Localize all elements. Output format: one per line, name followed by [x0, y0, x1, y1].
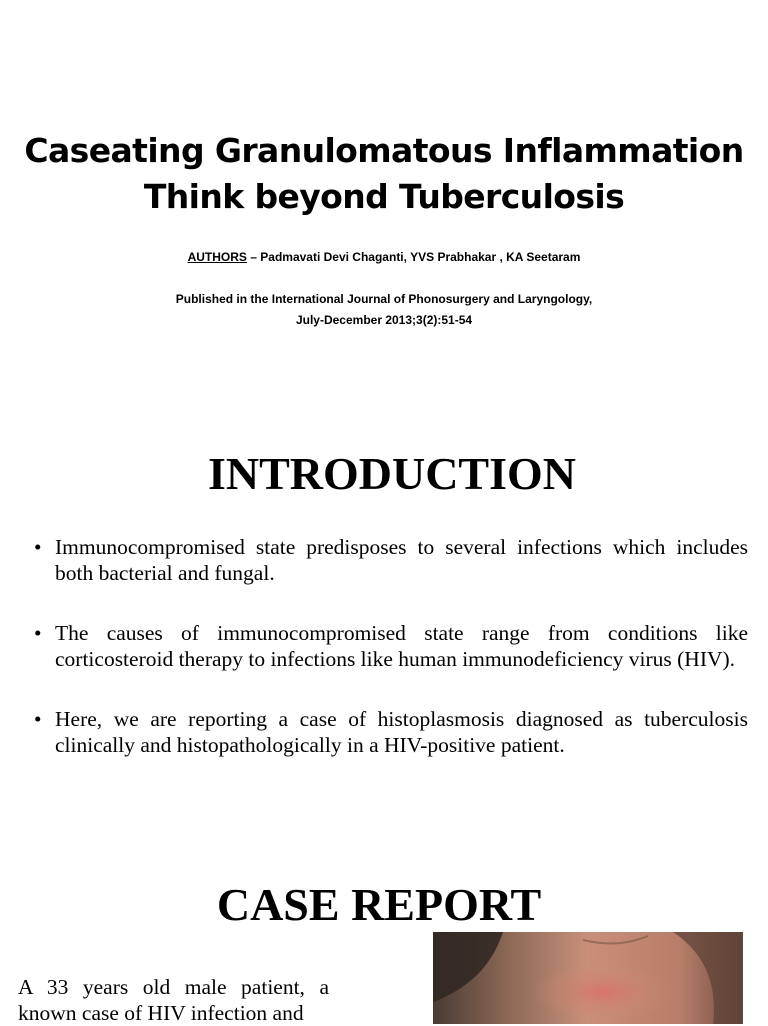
- introduction-bullet-list: [34, 535, 748, 793]
- title-line-2: Think beyond Tuberculosis: [143, 177, 625, 216]
- title-line-1: Caseating Granulomatous Inflammation: [24, 131, 744, 170]
- authors-names: – Padmavati Devi Chaganti, YVS Prabhakar , KA Seetaram: [246, 250, 581, 264]
- bullet-item: • Immunocompromised state predisposes to several infections which includes both bacterial and fungal.: [34, 535, 748, 586]
- case-report-heading: CASE REPORT: [216, 879, 542, 930]
- clinical-photo: [433, 932, 743, 1024]
- authors-label: AUTHORS: [187, 250, 247, 264]
- publication-line-1: Published in the International Journal of Phonosurgery and Laryngology,: [175, 292, 593, 306]
- bullet-item: • The causes of immunocompromised state range from conditions like corticosteroid therapy to infections like human immunodeficiency virus (HIV).: [34, 621, 748, 672]
- document-title: [0, 128, 768, 220]
- introduction-heading: INTRODUCTION: [207, 448, 577, 499]
- publication-info: [0, 289, 768, 331]
- case-report-text: A 33 years old male patient, a known case of HIV infection and: [18, 975, 329, 1025]
- publication-line-2: July-December 2013;3(2):51-54: [295, 313, 473, 327]
- neck-photo-image: [433, 932, 743, 1024]
- authors-line: [0, 249, 768, 265]
- title-slide: [0, 0, 768, 420]
- bullet-item: • Here, we are reporting a case of histoplasmosis diagnosed as tuberculosis clinically and histopathologically in a HIV-positive patient.: [34, 707, 748, 758]
